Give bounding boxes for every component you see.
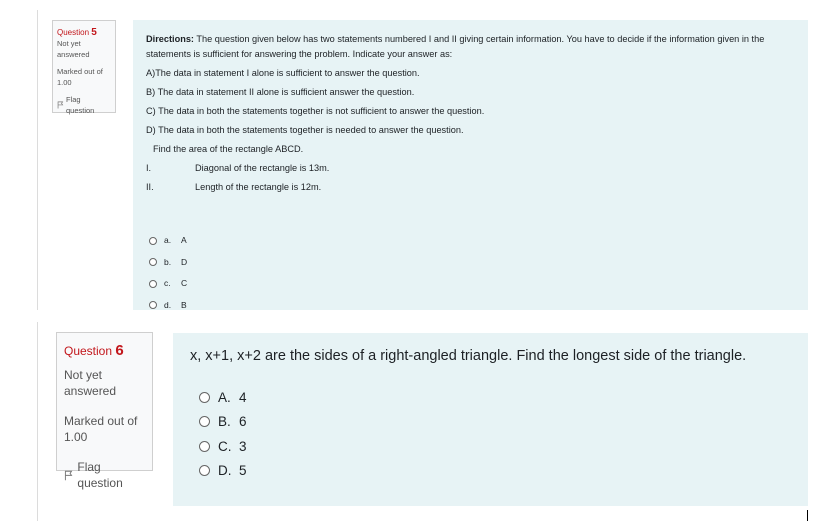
rule-b: B) The data in statement II alone is sufficient answer the question. xyxy=(146,87,415,97)
question-state: Not yet answered xyxy=(64,367,117,398)
question-6-content xyxy=(173,333,808,506)
radio-icon[interactable] xyxy=(149,237,157,245)
question-number: Question 6 xyxy=(64,342,124,359)
option-d[interactable]: D. 5 xyxy=(199,459,247,484)
answer-options xyxy=(149,230,187,316)
radio-icon[interactable] xyxy=(149,280,157,288)
statement-1-text: Diagonal of the rectangle is 13m. xyxy=(195,163,330,173)
option-b[interactable]: b. D xyxy=(149,252,187,274)
question-5-content xyxy=(133,20,808,310)
radio-icon[interactable] xyxy=(149,258,157,266)
rule-d: D) The data in both the statements together is needed to answer the question. xyxy=(146,125,464,135)
answer-options xyxy=(199,385,247,483)
radio-icon[interactable] xyxy=(199,441,210,452)
statement-2-text: Length of the rectangle is 12m. xyxy=(195,182,322,192)
question-5-info xyxy=(52,20,116,113)
directions-line-2: statements is sufficient for answering the problem. Indicate your answer as: xyxy=(146,49,453,59)
flag-question-button[interactable]: Flag question xyxy=(64,459,145,492)
directions-line-1: Directions: The question given below has two statements numbered I and II giving certain information. You have to decide if the information given in the xyxy=(146,34,765,44)
flag-icon xyxy=(64,470,73,481)
question-state: Not yet answered xyxy=(57,39,90,59)
option-d[interactable]: d. B xyxy=(149,295,187,317)
statement-1-number: I. xyxy=(146,163,152,173)
rule-a: A)The data in statement I alone is sufficient to answer the question. xyxy=(146,68,420,78)
question-6-info xyxy=(56,332,153,490)
flag-question-button[interactable]: Flag question xyxy=(57,94,111,116)
radio-icon[interactable] xyxy=(199,392,210,403)
statement-2-number: II. xyxy=(146,182,154,192)
option-a[interactable]: A. 4 xyxy=(199,385,247,410)
option-c[interactable]: C. 3 xyxy=(199,434,247,459)
option-b[interactable]: B. 6 xyxy=(199,410,247,435)
text-cursor xyxy=(807,510,808,521)
flag-icon xyxy=(57,101,64,109)
left-divider-top xyxy=(37,10,38,310)
option-a[interactable]: a. A xyxy=(149,230,187,252)
grade-info: Marked out of 1.00 xyxy=(57,67,103,87)
question-number: Question 5 xyxy=(57,27,97,38)
question-text: x, x+1, x+2 are the sides of a right-angled triangle. Find the longest side of the triangle. xyxy=(190,348,747,364)
problem-text: Find the area of the rectangle ABCD. xyxy=(153,144,304,154)
left-divider-bottom xyxy=(37,322,38,521)
option-c[interactable]: c. C xyxy=(149,273,187,295)
radio-icon[interactable] xyxy=(149,301,157,309)
rule-c: C) The data in both the statements together is not sufficient to answer the question. xyxy=(146,106,485,116)
radio-icon[interactable] xyxy=(199,465,210,476)
grade-info: Marked out of 1.00 xyxy=(64,413,138,444)
radio-icon[interactable] xyxy=(199,416,210,427)
